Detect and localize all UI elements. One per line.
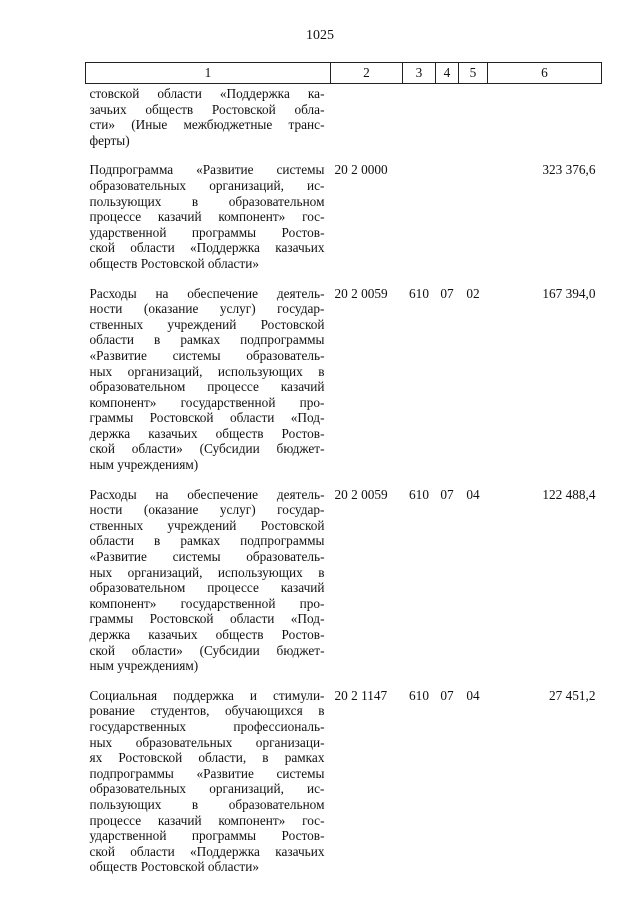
description-line: Социальная поддержка и стимули- (89, 687, 325, 703)
header-col-6: 6 (488, 63, 602, 84)
description-line: обществ Ростовской области» (89, 255, 260, 271)
description-line: пользующих в образовательном (89, 193, 325, 209)
table-row (86, 162, 602, 285)
description-line: «Развитие системы образователь- (89, 549, 325, 565)
description-line: ности (оказание услуг) государ- (89, 502, 325, 518)
row-subsection (459, 162, 488, 285)
description-line: пользующих в образовательном (89, 796, 325, 812)
table-header-row (86, 63, 602, 84)
description-line: образовательных организаций, ис- (89, 781, 325, 797)
description-line: «Развитие системы образователь- (89, 347, 325, 363)
description-line: компонент» государственной про- (89, 394, 325, 410)
header-col-3: 3 (403, 63, 436, 84)
description-line: рование студентов, обучающихся в (89, 703, 325, 719)
table-row (86, 84, 602, 163)
description-line: ской области «Поддержка казачьих (89, 843, 325, 859)
description-line: ударственной программы Ростов- (89, 224, 325, 240)
row-expense-type (403, 162, 436, 285)
description-line: ской области «Поддержка казачьих (89, 240, 325, 256)
row-description (86, 688, 331, 889)
row-amount: 122 488,4 (542, 486, 596, 502)
row-target-article (331, 84, 403, 163)
row-amount: 27 451,2 (548, 687, 596, 703)
description-line: ской области» (Субсидии бюджет- (89, 642, 325, 658)
row-amount (488, 84, 602, 163)
row-section: 07 (440, 687, 454, 703)
description-line: ных организаций, использующих в (89, 564, 325, 580)
description-line: подпрограммы «Развитие системы (89, 765, 325, 781)
row-target-article: 20 2 0000 (334, 162, 388, 178)
description-line: ных организаций, использующих в (89, 363, 325, 379)
row-expense-type: 610 (409, 486, 429, 502)
header-col-5: 5 (459, 63, 488, 84)
description-line: стовской области «Поддержка ка- (89, 86, 325, 101)
description-line: ударственной программы Ростов- (89, 828, 325, 844)
description-line: компонент» государственной про- (89, 595, 325, 611)
description-line: обществ Ростовской области» (89, 859, 260, 875)
description-line: области в рамках подпрограммы (89, 332, 325, 348)
row-target-article: 20 2 1147 (334, 687, 388, 703)
row-section (436, 162, 459, 285)
description-line: зачьих обществ Ростовской обла- (89, 101, 325, 117)
description-line: ности (оказание услуг) государ- (89, 301, 325, 317)
header-col-4: 4 (436, 63, 459, 84)
row-amount: 167 394,0 (542, 285, 596, 301)
header-col-2: 2 (331, 63, 403, 84)
description-line: ственных учреждений Ростовской (89, 517, 325, 533)
description-line: области в рамках подпрограммы (89, 533, 325, 549)
budget-table (85, 62, 602, 889)
row-subsection: 04 (466, 687, 480, 703)
page-number: 1025 (306, 28, 334, 43)
table-row (86, 688, 602, 889)
row-subsection: 04 (466, 486, 480, 502)
description-line: ской области» (Субсидии бюджет- (89, 441, 325, 457)
description-line: ственных учреждений Ростовской (89, 316, 325, 332)
row-target-article: 20 2 0059 (334, 285, 388, 301)
row-description (86, 286, 331, 487)
row-amount: 323 376,6 (542, 162, 596, 178)
description-line: процессе казачий компонент» гос- (89, 209, 325, 225)
row-expense-type: 610 (409, 687, 429, 703)
description-line: образовательном процессе казачий (89, 580, 325, 596)
header-col-1: 1 (86, 63, 331, 84)
row-section: 07 (440, 486, 454, 502)
table-row (86, 286, 602, 487)
description-line: держка казачьих обществ Ростов- (89, 425, 325, 441)
description-line: образовательных организаций, ис- (89, 177, 325, 193)
row-target-article: 20 2 0059 (334, 486, 388, 502)
description-line: ферты) (89, 132, 130, 148)
description-line: сти» (Иные межбюджетные транс- (89, 117, 325, 133)
row-description (86, 487, 331, 688)
row-subsection (459, 84, 488, 163)
row-subsection: 02 (466, 285, 480, 301)
row-expense-type (403, 84, 436, 163)
row-section: 07 (440, 285, 454, 301)
description-line: образовательном процессе казачий (89, 379, 325, 395)
table-row (86, 487, 602, 688)
row-description (86, 162, 331, 285)
description-line: ным учреждениям) (89, 658, 199, 674)
description-line: государственных профессиональ- (89, 718, 325, 734)
description-line: ных образовательных организаци- (89, 734, 325, 750)
description-line: ным учреждениям) (89, 457, 199, 473)
description-line: процессе казачий компонент» гос- (89, 812, 325, 828)
description-line: Подпрограмма «Развитие системы (89, 162, 325, 178)
row-description (86, 84, 331, 163)
row-section (436, 84, 459, 163)
description-line: граммы Ростовской области «Под- (89, 611, 325, 627)
description-line: ях Ростовской области, в рамках (89, 750, 325, 766)
description-line: Расходы на обеспечение деятель- (89, 486, 325, 502)
description-line: держка казачьих обществ Ростов- (89, 627, 325, 642)
description-line: граммы Ростовской области «Под- (89, 410, 325, 426)
description-line: Расходы на обеспечение деятель- (89, 285, 325, 301)
row-expense-type: 610 (409, 285, 429, 301)
